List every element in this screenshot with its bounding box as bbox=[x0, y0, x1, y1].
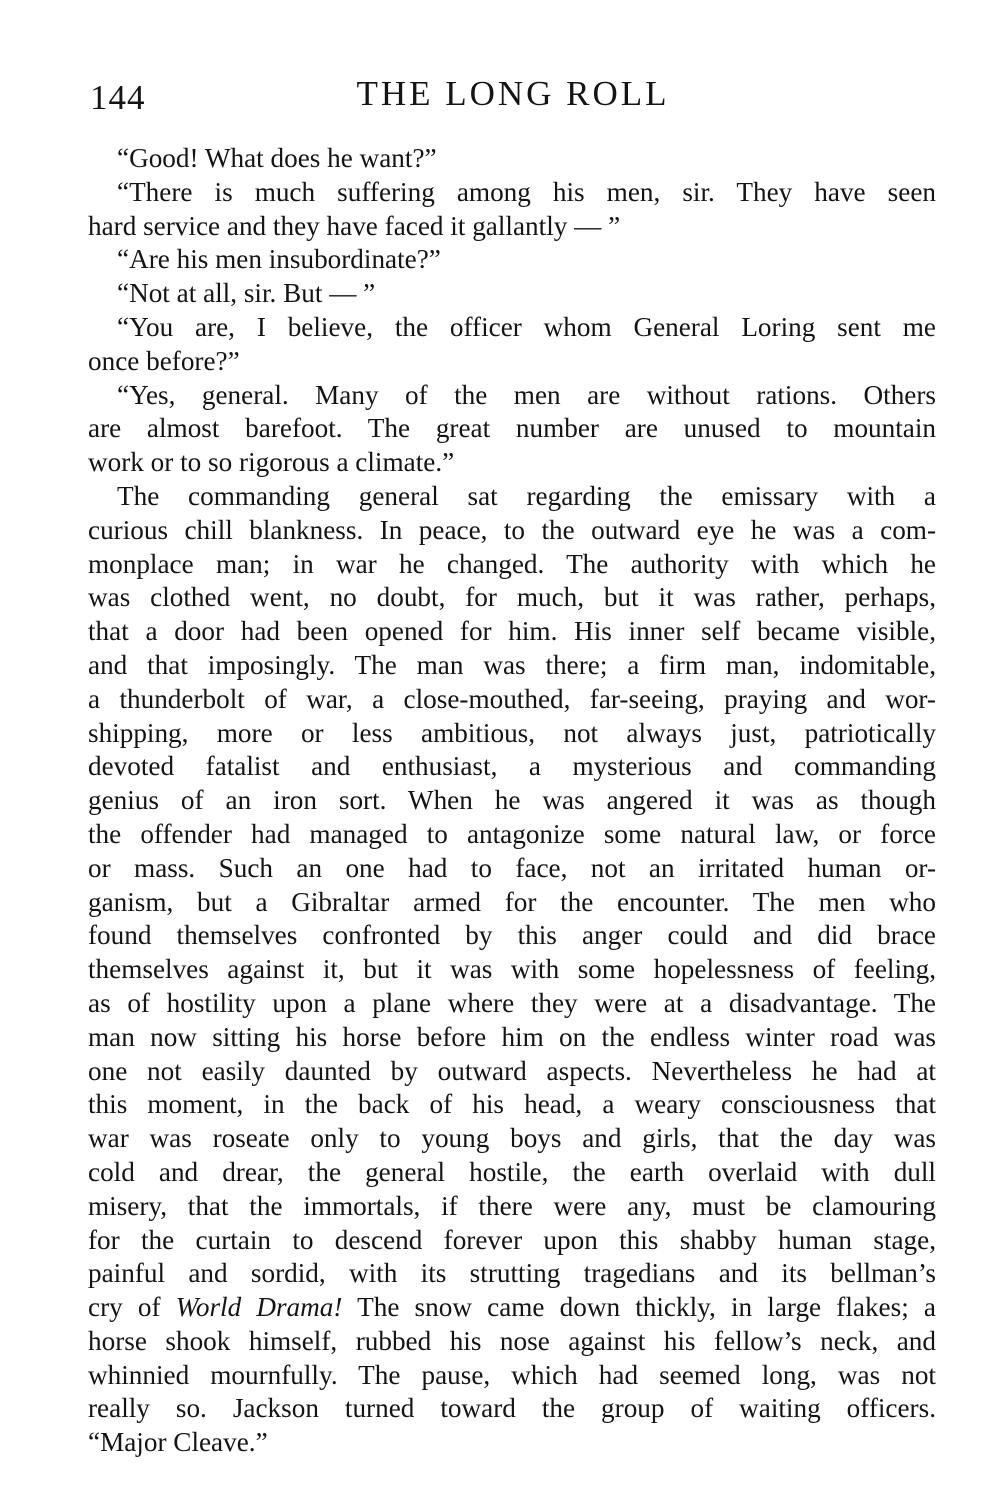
page-number: 144 bbox=[90, 78, 146, 117]
text-line: a thunderbolt of war, a close-mouthed, far-seeing, praying and wor- bbox=[88, 683, 936, 714]
text-line: work or to so rigorous a climate.” bbox=[88, 447, 455, 478]
text-line: monplace man; in war he changed. The authority with which he bbox=[88, 548, 936, 579]
text-line: whinnied mournfully. The pause, which had seemed long, was not bbox=[88, 1359, 936, 1390]
running-title: THE LONG ROLL bbox=[356, 74, 670, 113]
text-line: themselves against it, but it was with some hopelessness of feeling, bbox=[88, 954, 936, 985]
text-line: genius of an iron sort. When he was angered it was as though bbox=[88, 785, 936, 816]
text-line: for the curtain to descend forever upon this shabby human stage, bbox=[88, 1224, 936, 1255]
text-line: devoted fatalist and enthusiast, a mysterious and commanding bbox=[88, 751, 936, 782]
text-line: that a door had been opened for him. His inner self became visible, bbox=[88, 616, 936, 647]
text-line: hard service and they have faced it gallantly — ” bbox=[88, 210, 621, 241]
text-segment: cry of bbox=[88, 1292, 176, 1323]
text-line: “Are his men insubordinate?” bbox=[117, 244, 441, 275]
text-line: curious chill blankness. In peace, to the outward eye he was a com- bbox=[88, 514, 936, 545]
text-line: misery, that the immortals, if there were any, must be clamouring bbox=[88, 1190, 936, 1221]
text-line: “Good! What does he want?” bbox=[117, 143, 437, 173]
text-line: “Major Cleave.” bbox=[88, 1427, 268, 1458]
text-line: once before?” bbox=[88, 345, 240, 376]
body-text bbox=[88, 142, 936, 1460]
text-line: or mass. Such an one had to face, not an irritated human or- bbox=[88, 852, 936, 883]
text-line: horse shook himself, rubbed his nose against his fellow’s neck, and bbox=[88, 1325, 936, 1356]
text-line: as of hostility upon a plane where they were at a disadvantage. The bbox=[88, 987, 936, 1018]
text-line: found themselves confronted by this anger could and did brace bbox=[88, 920, 936, 951]
text-line: this moment, in the back of his head, a weary consciousness that bbox=[88, 1089, 936, 1120]
text-line: ganism, but a Gibraltar armed for the encounter. The men who bbox=[88, 886, 936, 917]
text-line: “You are, I believe, the officer whom General Loring sent me bbox=[117, 311, 936, 342]
text-line: the offender had managed to antagonize some natural law, or force bbox=[88, 818, 936, 849]
text-segment: The snow came down thickly, in large flakes; a bbox=[342, 1292, 936, 1323]
text-line: “Not at all, sir. But — ” bbox=[117, 278, 376, 309]
text-line: war was roseate only to young boys and girls, that the day was bbox=[88, 1123, 936, 1154]
text-line: are almost barefoot. The great number are unused to mountain bbox=[88, 413, 936, 444]
italic-title: World Drama! bbox=[175, 1292, 343, 1323]
text-line: really so. Jackson turned toward the group of waiting officers. bbox=[88, 1393, 936, 1424]
text-line-with-italic bbox=[88, 1291, 936, 1325]
text-line: was clothed went, no doubt, for much, but it was rather, perhaps, bbox=[88, 582, 936, 613]
text-line: cold and drear, the general hostile, the earth overlaid with dull bbox=[88, 1156, 936, 1187]
text-line: “Yes, general. Many of the men are without rations. Others bbox=[117, 379, 936, 410]
text-line: one not easily daunted by outward aspects. Nevertheless he had at bbox=[88, 1055, 936, 1086]
page-header bbox=[88, 70, 938, 120]
text-line: shipping, more or less ambitious, not always just, patriotically bbox=[88, 717, 936, 748]
text-line: man now sitting his horse before him on the endless winter road was bbox=[88, 1021, 936, 1052]
text-line: painful and sordid, with its strutting tragedians and its bellman’s bbox=[88, 1258, 936, 1289]
text-line: The commanding general sat regarding the emissary with a bbox=[117, 480, 936, 511]
text-line: “There is much suffering among his men, sir. They have seen bbox=[117, 176, 936, 207]
text-line: and that imposingly. The man was there; a firm man, indomitable, bbox=[88, 649, 936, 680]
